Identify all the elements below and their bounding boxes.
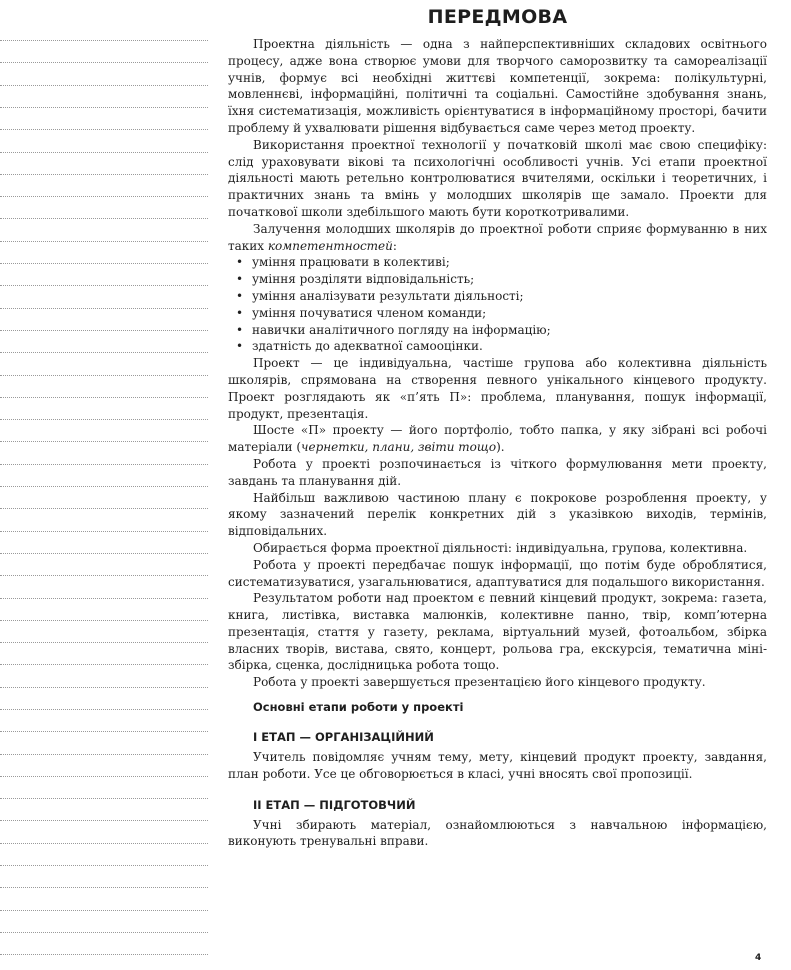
paragraph: Результатом роботи над проектом є певний кінцевий продукт, зокрема: газета, книга, листівка, виставка малюнків, колективне панно, твір, комп’ютерна презентація, стаття у газету, реклама, віртуальний музей, фотоальбом, збірка власних творів, вистава, свято, концерт, рольова гра, екскурсія, тематична міні-збірка, сценка, дослідницька робота тощо. xyxy=(228,591,767,673)
note-line xyxy=(0,218,208,219)
emphasis-text: чернетки, плани, звіти тощо xyxy=(301,440,497,455)
list-item xyxy=(228,305,767,322)
note-line xyxy=(0,553,208,554)
note-line xyxy=(0,531,208,532)
note-line xyxy=(0,932,208,933)
list-item xyxy=(228,322,767,339)
note-line xyxy=(0,820,208,821)
note-line xyxy=(0,241,208,242)
page-title: ПЕРЕДМОВА xyxy=(427,6,568,28)
note-line xyxy=(0,486,208,487)
competencies-list xyxy=(228,254,767,355)
note-line xyxy=(0,754,208,755)
paragraph: Використання проектної технології у початковій школі має свою специфіку: слід ураховувати вікові та психологічні особливості учнів. Усі етапи проектної діяльності мають ретельно контролюватися вчителями, оскільки і теоретичних, і практичних знань та вмінь у молодших школярів ще замало. Проекти для початкової школи здебільшого мають бути короткотривалими. xyxy=(228,137,767,219)
note-line xyxy=(0,40,208,41)
page-content xyxy=(228,6,767,850)
text-span: Шосте «П» проекту — його портфоліо, тобто папка, у яку зібрані всі робочі матеріали ( xyxy=(228,423,767,455)
paragraph: Обирається форма проектної діяльності: індивідуальна, групова, колективна. xyxy=(253,540,748,555)
note-line xyxy=(0,330,208,331)
text-span: ). xyxy=(496,440,505,455)
note-line xyxy=(0,441,208,442)
portfolio-paragraph xyxy=(228,422,767,456)
note-line xyxy=(0,196,208,197)
stage-heading: І ЕТАП — ОРГАНІЗАЦІЙНИЙ xyxy=(253,730,434,745)
bullet-icon: • xyxy=(236,305,244,320)
competencies-intro xyxy=(228,221,767,255)
note-line xyxy=(0,865,208,866)
list-item-text: уміння розділяти відповідальність; xyxy=(252,272,475,287)
note-line xyxy=(0,464,208,465)
bullet-icon: • xyxy=(236,322,244,337)
paragraph: Проект — це індивідуальна, частіше групова або колективна діяльність школярів, спрямована на створення певного унікального кінцевого продукту. Проект розглядають як «п’ять П»: проблема, планування, пошук інформації, продукт, презентація. xyxy=(228,356,767,421)
list-item-text: уміння почуватися членом команди; xyxy=(252,305,487,320)
bullet-icon: • xyxy=(236,288,244,303)
paragraph: Проектна діяльність — одна з найперспективніших складових освітнього процесу, адже вона створює умови для творчого саморозвитку та самореалізації учнів, формує всі необхідні життєві компетенції, зокрема: полікультурні, мовленнєві, інформаційні, політичні та соціальні. Самостійне здобування знань, їхня систематизація, можливість орієнтуватися в інформаційному просторі, бачити проблему й ухвалювати рішення відбувається саме через метод проекту. xyxy=(228,37,767,135)
section-heading: Основні етапи роботи у проекті xyxy=(253,700,464,715)
note-line xyxy=(0,731,208,732)
list-item xyxy=(228,254,767,271)
bullet-icon: • xyxy=(236,255,244,270)
note-line xyxy=(0,352,208,353)
note-line xyxy=(0,598,208,599)
note-line xyxy=(0,62,208,63)
list-item xyxy=(228,338,767,355)
note-line xyxy=(0,687,208,688)
emphasis-text: компетентностей xyxy=(267,238,393,253)
note-line xyxy=(0,843,208,844)
note-line xyxy=(0,575,208,576)
note-line xyxy=(0,285,208,286)
stage-text: Учитель повідомляє учням тему, мету, кінцевий продукт проекту, завдання, план роботи. Усе це обговорюється в класі, учні вносять свої пропозиції. xyxy=(228,750,767,781)
note-line xyxy=(0,954,208,955)
note-line xyxy=(0,375,208,376)
note-line xyxy=(0,709,208,710)
note-line xyxy=(0,508,208,509)
list-item xyxy=(228,271,767,288)
text-span: : xyxy=(392,238,397,253)
bullet-icon: • xyxy=(236,272,244,287)
note-line xyxy=(0,419,208,420)
page-number: 4 xyxy=(755,953,762,963)
note-line xyxy=(0,776,208,777)
note-line xyxy=(0,664,208,665)
note-line xyxy=(0,798,208,799)
list-item xyxy=(228,288,767,305)
notes-margin xyxy=(0,0,210,970)
list-item-text: навички аналітичного погляду на інформацію; xyxy=(252,322,551,337)
note-line xyxy=(0,887,208,888)
note-line xyxy=(0,129,208,130)
list-item-text: уміння аналізувати результати діяльності; xyxy=(252,288,524,303)
note-line xyxy=(0,397,208,398)
bullet-icon: • xyxy=(236,339,244,354)
note-line xyxy=(0,910,208,911)
note-line xyxy=(0,620,208,621)
text-span: Залучення молодших школярів до проектної роботи сприяє формуванню в них таких xyxy=(228,221,767,253)
note-line xyxy=(0,263,208,264)
note-line xyxy=(0,642,208,643)
paragraph: Найбільш важливою частиною плану є покрокове розроблення проекту, у якому зазначений перелік конкретних дій з указівкою виходів, термінів, відповідальних. xyxy=(228,490,767,539)
note-line xyxy=(0,85,208,86)
note-line xyxy=(0,107,208,108)
list-item-text: уміння працювати в колективі; xyxy=(252,255,450,270)
list-item-text: здатність до адекватної самооцінки. xyxy=(252,339,483,354)
note-line xyxy=(0,152,208,153)
paragraph: Робота у проекті розпочинається із чіткого формулювання мети проекту, завдань та планування дій. xyxy=(228,456,767,488)
stage-text: Учні збирають матеріал, ознайомлюються з навчальною інформацією, виконують тренувальні вправи. xyxy=(228,817,767,849)
paragraph: Робота у проекті завершується презентацією його кінцевого продукту. xyxy=(253,675,706,690)
paragraph: Робота у проекті передбачає пошук інформації, що потім буде оброблятися, систематизуватися, узагальнюватися, адаптуватися для подальшого використання. xyxy=(228,557,767,589)
note-line xyxy=(0,174,208,175)
note-line xyxy=(0,308,208,309)
stage-heading: ІІ ЕТАП — ПІДГОТОВЧИЙ xyxy=(253,797,416,812)
